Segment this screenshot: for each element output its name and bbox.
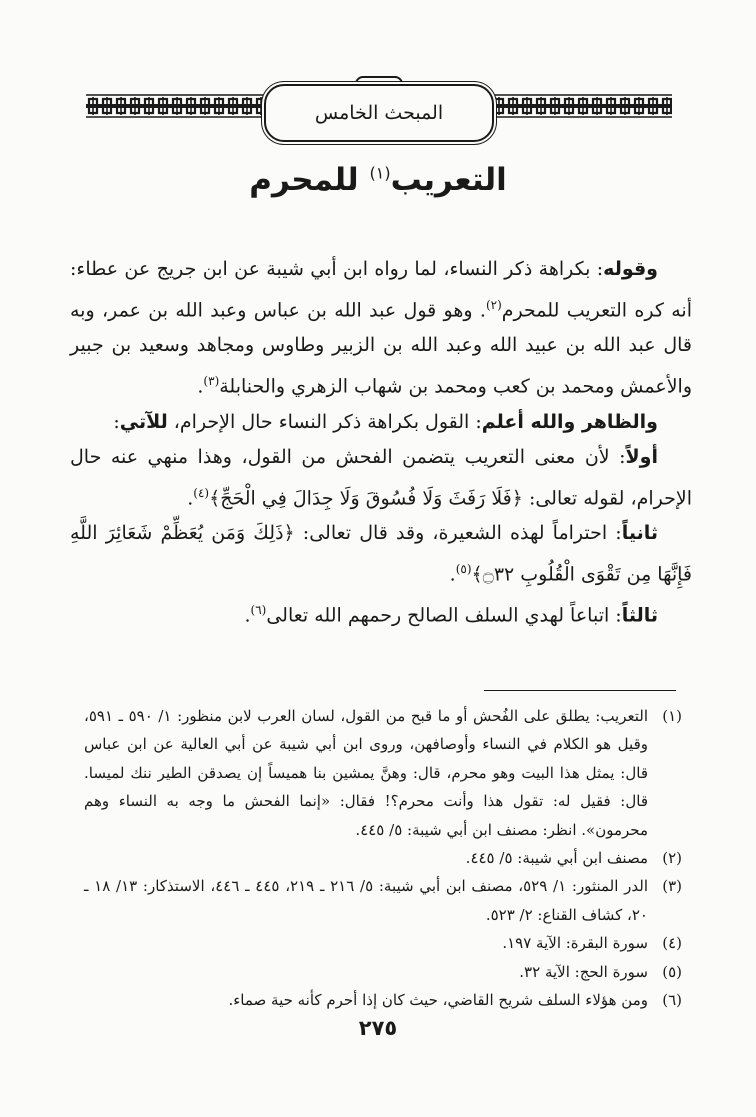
paragraph-2-text: : القول بكراهة ذكر النساء حال الإحرام،	[173, 410, 482, 433]
footnote-number: (٦)	[662, 991, 682, 1010]
paragraph-2-lead: والظاهر والله أعلم	[481, 410, 658, 433]
footnote-text: مصنف ابن أبي شيبة: ٥/ ٤٤٥.	[465, 849, 648, 868]
footnote	[84, 702, 682, 844]
paragraph-5-text: : اتباعاً لهدي السلف الصالح رحمهم الله تعالى	[266, 604, 622, 627]
page-title	[60, 162, 696, 198]
paragraph-2-tail: للآتي	[119, 410, 168, 433]
paragraph-1-text: : بكراهة ذكر النساء، لما رواه ابن أبي شيبة عن ابن جريج عن عطاء: أنه كره التعريب للمحرم	[70, 258, 692, 321]
footnote-text: ومن هؤلاء السلف شريح القاضي، حيث كان إذا أحرم كأنه حية صماء.	[228, 991, 648, 1010]
footnote-text: التعريب: يطلق على الفُحش أو ما قبح من القول، لسان العرب لابن منظور: ١/ ٥٩٠ ـ ٥٩١، وقيل هو الكلام في النساء وأوصافهن، وروى ابن أبي شيبة عن أبي العالية عن ابن عباس قال: يمثل هذا البيت وهو محرم، قال: وهنَّ يمشين بنا هميساً إن يصدقن الطير ننك لميسا. قال: فقيل له: تقول هذا وأنت محرم؟! فقال: «إنما الفحش ما وجه به النساء وهم محرمون». انظر: مصنف ابن أبي شيبة: ٥/ ٤٤٥.	[84, 707, 649, 839]
title-footnote-ref: (١)	[369, 163, 391, 183]
section-header	[264, 84, 494, 142]
paragraph-2-end: :	[113, 410, 120, 433]
paragraph-5-lead: ثالثاً	[621, 604, 658, 627]
footnotes	[84, 702, 682, 1014]
paragraph-1-lead: وقوله	[603, 258, 658, 280]
footnote-number: (٤)	[662, 934, 682, 953]
footnote-text: سورة الحج: الآية ٣٢.	[519, 962, 648, 981]
footnote-text: سورة البقرة: الآية ١٩٧.	[502, 934, 648, 953]
page-number: ٢٧٥	[358, 1016, 398, 1040]
paragraph-3-text: : لأن معنى التعريب يتضمن الفحش من القول، وهذا منهي عنه حال الإحرام، لقوله تعالى: ﴿فَلَا رَفَثَ وَلَا فُسُوقَ وَلَا جِدَالَ فِي الْحَجِّ﴾	[70, 446, 692, 509]
paragraph-4-lead: ثانياً	[621, 522, 658, 545]
title-suffix: للمحرم	[249, 162, 359, 198]
title-text: التعريب	[390, 162, 507, 198]
paragraph-4	[70, 516, 692, 592]
main-text	[70, 252, 692, 634]
paragraph-1	[70, 252, 692, 405]
section-label: المبحث الخامس	[314, 102, 444, 124]
paragraph-5-end: .	[244, 604, 251, 627]
footnote-ref-5: (٥)	[455, 561, 472, 576]
footnote-number: (٢)	[662, 849, 682, 868]
paragraph-3	[70, 440, 692, 516]
paragraph-5	[70, 593, 692, 634]
footnote-ref-6: (٦)	[250, 602, 267, 617]
footnote	[84, 958, 682, 986]
footnote-text: الدر المنثور: ١/ ٥٢٩، مصنف ابن أبي شيبة: ٥/ ٢١٦ ـ ٢١٩، ٤٤٥ ـ ٤٤٦، الاستذكار: ١٣/ ١٨ ـ ٢٠، كشاف القناع: ٢/ ٥٢٣.	[84, 877, 649, 924]
footnote-number: (٣)	[662, 877, 682, 896]
footnote	[84, 872, 682, 929]
footnote	[84, 929, 682, 957]
footnote-ref-2: (٢)	[485, 297, 502, 312]
paragraph-1-text-2: . وهو قول عبد الله بن عباس وعبد الله بن عمر، وبه قال عبد الله بن عبيد الله وعبد الله بن الزبير وطاوس ومجاهد وسعيد بن جبير والأعمش ومحمد بن كعب ومحمد بن شهاب الزهري والحنابلة	[70, 298, 692, 398]
paragraph-3-end: .	[187, 486, 194, 509]
footnote	[84, 986, 682, 1014]
footnote-number: (١)	[662, 707, 682, 725]
paragraph-3-lead: أولاً	[625, 446, 658, 469]
footnote-ref-3: (٣)	[203, 373, 220, 388]
footnote-number: (٥)	[662, 962, 682, 981]
footnote-divider	[484, 690, 676, 691]
footnote	[84, 844, 682, 872]
paragraph-4-end: .	[449, 563, 456, 586]
paragraph-1-end: .	[197, 375, 204, 398]
footnote-ref-4: (٤)	[193, 485, 210, 500]
paragraph-4-text: : احتراماً لهذه الشعيرة، وقد قال تعالى: ﴿ذَلِكَ وَمَن يُعَظِّمْ شَعَائِرَ اللَّهِ فَإِنَّهَا مِن تَقْوَى الْقُلُوبِ ۝٣٢﴾	[70, 522, 692, 586]
paragraph-2	[70, 405, 692, 441]
